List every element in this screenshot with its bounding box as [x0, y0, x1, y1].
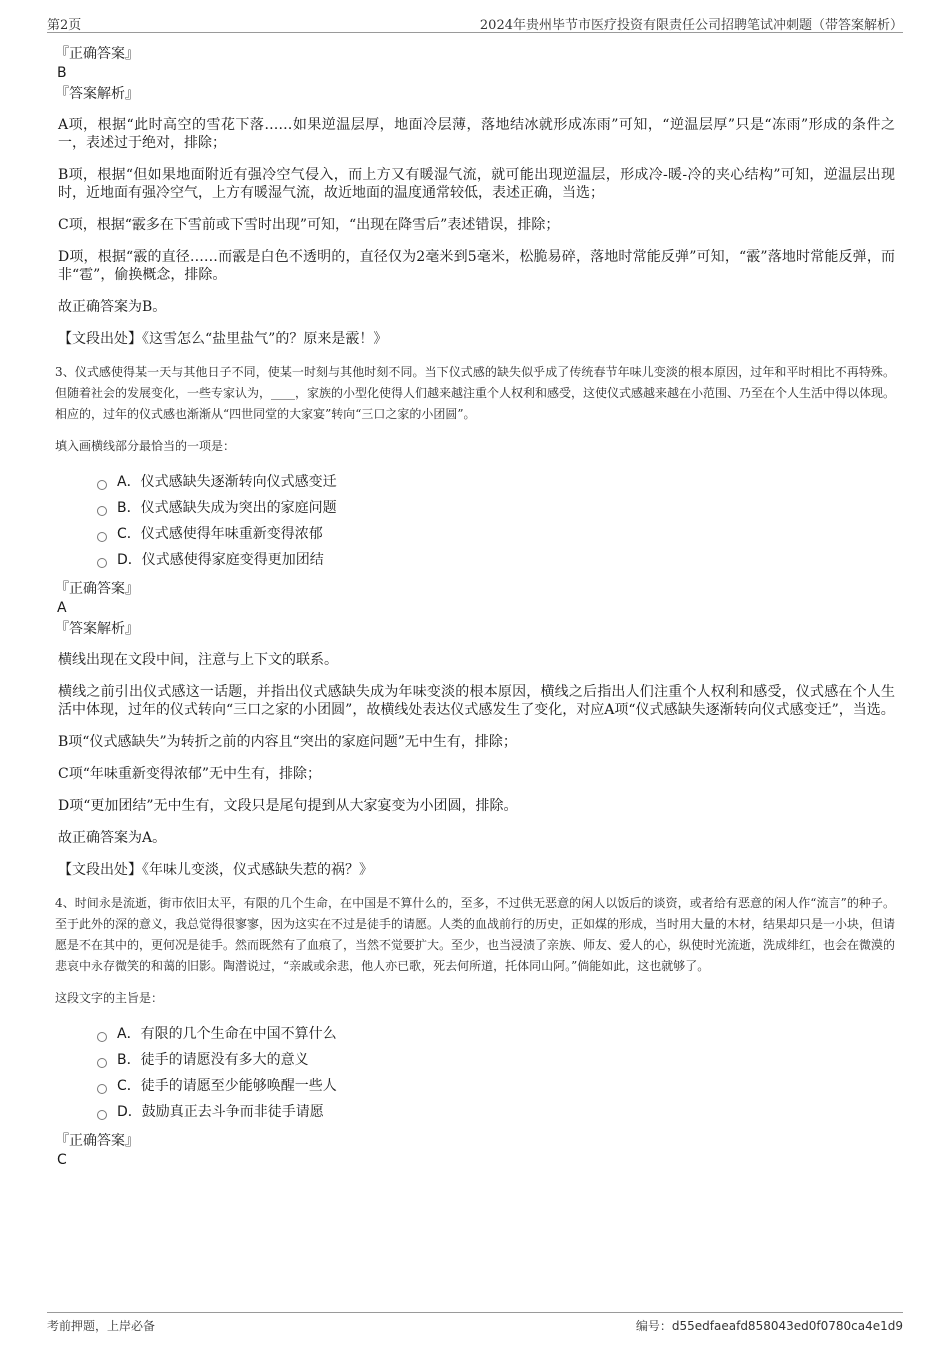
answer-letter: C: [57, 1152, 67, 1168]
analysis-paragraph: C项“年味重新变得浓郁”无中生有，排除；: [58, 766, 322, 782]
answer-letter: B: [57, 65, 67, 81]
option-letter: D．: [117, 1104, 142, 1120]
radio-icon[interactable]: [97, 506, 107, 516]
analysis-paragraph: B项“仪式感缺失”为转折之前的内容且“突出的家庭问题”无中生有，排除；: [58, 734, 517, 750]
analysis-label: 『答案解析』: [55, 621, 139, 637]
option-text: 仪式感使得年味重新变得浓郁: [140, 526, 323, 542]
option-letter: B．: [117, 1052, 141, 1068]
radio-icon[interactable]: [97, 1058, 107, 1068]
question-prompt: 填入画横线部分最恰当的一项是：: [55, 439, 236, 453]
analysis-paragraph: D项“更加团结”无中生有，文段只是尾句提到从大家宴变为小团圆，排除。: [58, 798, 518, 814]
option-c[interactable]: [97, 521, 895, 547]
option-a[interactable]: [97, 1021, 895, 1047]
option-b[interactable]: [97, 495, 895, 521]
analysis-paragraph: A项，根据“此时高空的雪花下落……如果逆温层厚，地面冷层薄，落地结冰就形成冻雨”可知，“逆温层厚”只是“冻雨”形成的条件之一，表述过于绝对，排除；: [58, 117, 895, 151]
option-letter: C．: [117, 526, 141, 542]
analysis-paragraph: B项，根据“但如果地面附近有强冷空气侵入，而上方又有暖湿气流，就可能出现逆温层，形成冷-暖-冷的夹心结构”可知，逆温层出现时，近地面有强冷空气，上方有暖湿气流，故近地面的温度通常较低，表述正确，当选；: [58, 167, 895, 201]
option-text: 鼓励真正去斗争而非徒手请愿: [141, 1104, 324, 1120]
option-letter: B．: [117, 500, 141, 516]
analysis-paragraph: D项，根据“霰的直径……而霰是白色不透明的，直径仅为2毫米到5毫米，松脆易碎，落地时常能反弹”可知，“霰”落地时常能反弹，而非“雹”，偷换概念，排除。: [58, 249, 895, 283]
option-letter: A．: [117, 1026, 141, 1042]
option-list: [97, 1021, 895, 1125]
option-b[interactable]: [97, 1047, 895, 1073]
analysis-conclusion: 故正确答案为A。: [58, 830, 167, 846]
analysis-paragraph: 横线出现在文段中间，注意与上下文的联系。: [58, 652, 338, 668]
analysis-paragraph: 横线之前引出仪式感这一话题，并指出仪式感缺失成为年味变淡的根本原因，横线之后指出人们注重个人权利和感受，仪式感在个人生活中体现，过年的仪式转向“三口之家的小团圆”，故横线处表达仪式感发生了变化，对应A项“仪式感缺失逐渐转向仪式感变迁”，当选。: [58, 684, 895, 718]
question-3: [55, 362, 895, 879]
question-4: [55, 893, 895, 1169]
radio-icon[interactable]: [97, 1110, 107, 1120]
radio-icon[interactable]: [97, 558, 107, 568]
page-header: [47, 12, 903, 33]
radio-icon[interactable]: [97, 1032, 107, 1042]
option-text: 仪式感缺失逐渐转向仪式感变迁: [140, 474, 337, 490]
answer-label: 『正确答案』: [55, 581, 139, 597]
question-prompt: 这段文字的主旨是：: [55, 991, 164, 1005]
q2-answer-block: [55, 44, 895, 348]
page-content: [55, 44, 895, 1171]
option-text: 徒手的请愿至少能够唤醒一些人: [140, 1078, 337, 1094]
analysis-conclusion: 故正确答案为B。: [58, 299, 167, 315]
text-source: 【文段出处】《这雪怎么“盐里盐气”的？原来是霰！》: [58, 331, 388, 347]
option-text: 徒手的请愿没有多大的意义: [140, 1052, 309, 1068]
radio-icon[interactable]: [97, 532, 107, 542]
radio-icon[interactable]: [97, 1084, 107, 1094]
option-d[interactable]: [97, 1099, 895, 1125]
document-code: [636, 1317, 903, 1334]
page-number: 第2页: [47, 18, 82, 33]
answer-label: 『正确答案』: [55, 46, 139, 62]
footer-slogan: 考前押题，上岸必备: [47, 1319, 156, 1333]
option-letter: A．: [117, 474, 141, 490]
text-source: 【文段出处】《年味儿变淡，仪式感缺失惹的祸？》: [58, 862, 373, 878]
code-label: 编号：: [635, 1319, 672, 1333]
question-text: 3、仪式感使得某一天与其他日子不同，使某一时刻与其他时刻不同。当下仪式感的缺失似乎成了传统春节年味儿变淡的根本原因，过年和平时相比不再特殊。但随着社会的发展变化，一些专家认为，____，家族的小型化使得人们越来越注重个人权利和感受，这使仪式感越来越在小范围、乃至在个人生活中得以体现。相应的，过年的仪式感也渐渐从“四世同堂的大家宴”转向“三口之家的小团圆”。: [55, 365, 896, 421]
page-footer: [47, 1312, 903, 1333]
answer-label: 『正确答案』: [55, 1133, 139, 1149]
option-c[interactable]: [97, 1073, 895, 1099]
option-letter: D．: [117, 552, 142, 568]
question-text: 4、时间永是流逝，街市依旧太平，有限的几个生命，在中国是不算什么的，至多，不过供无恶意的闲人以饭后的谈资，或者给有恶意的闲人作“流言”的种子。至于此外的深的意义，我总觉得很寥寥，因为这实在不过是徒手的请愿。人类的血战前行的历史，正如煤的形成，当时用大量的木材，结果却只是一小块，但请愿是不在其中的，更何况是徒手。然而既然有了血痕了，当然不觉要扩大。至少，也当浸渍了亲族、师友、爱人的心，纵使时光流逝，洗成绯红，也会在微漠的悲哀中永存微笑的和蔼的旧影。陶潜说过，“亲戚或余悲，他人亦已歌，死去何所道，托体同山阿。”倘能如此，这也就够了。: [55, 896, 896, 973]
analysis-paragraph: C项，根据“霰多在下雪前或下雪时出现”可知，“出现在降雪后”表述错误，排除；: [58, 217, 560, 233]
code-value: d55edfaeafd858043ed0f0780ca4e1d9: [671, 1319, 903, 1333]
option-text: 仪式感缺失成为突出的家庭问题: [140, 500, 337, 516]
analysis-label: 『答案解析』: [55, 86, 139, 102]
option-text: 有限的几个生命在中国不算什么: [140, 1026, 337, 1042]
option-text: 仪式感使得家庭变得更加团结: [141, 552, 324, 568]
document-title: 2024年贵州毕节市医疗投资有限责任公司招聘笔试冲刺题（带答案解析）: [479, 18, 903, 33]
radio-icon[interactable]: [97, 480, 107, 490]
option-a[interactable]: [97, 469, 895, 495]
option-letter: C．: [117, 1078, 141, 1094]
answer-letter: A: [57, 600, 67, 616]
option-d[interactable]: [97, 547, 895, 573]
option-list: [97, 469, 895, 573]
